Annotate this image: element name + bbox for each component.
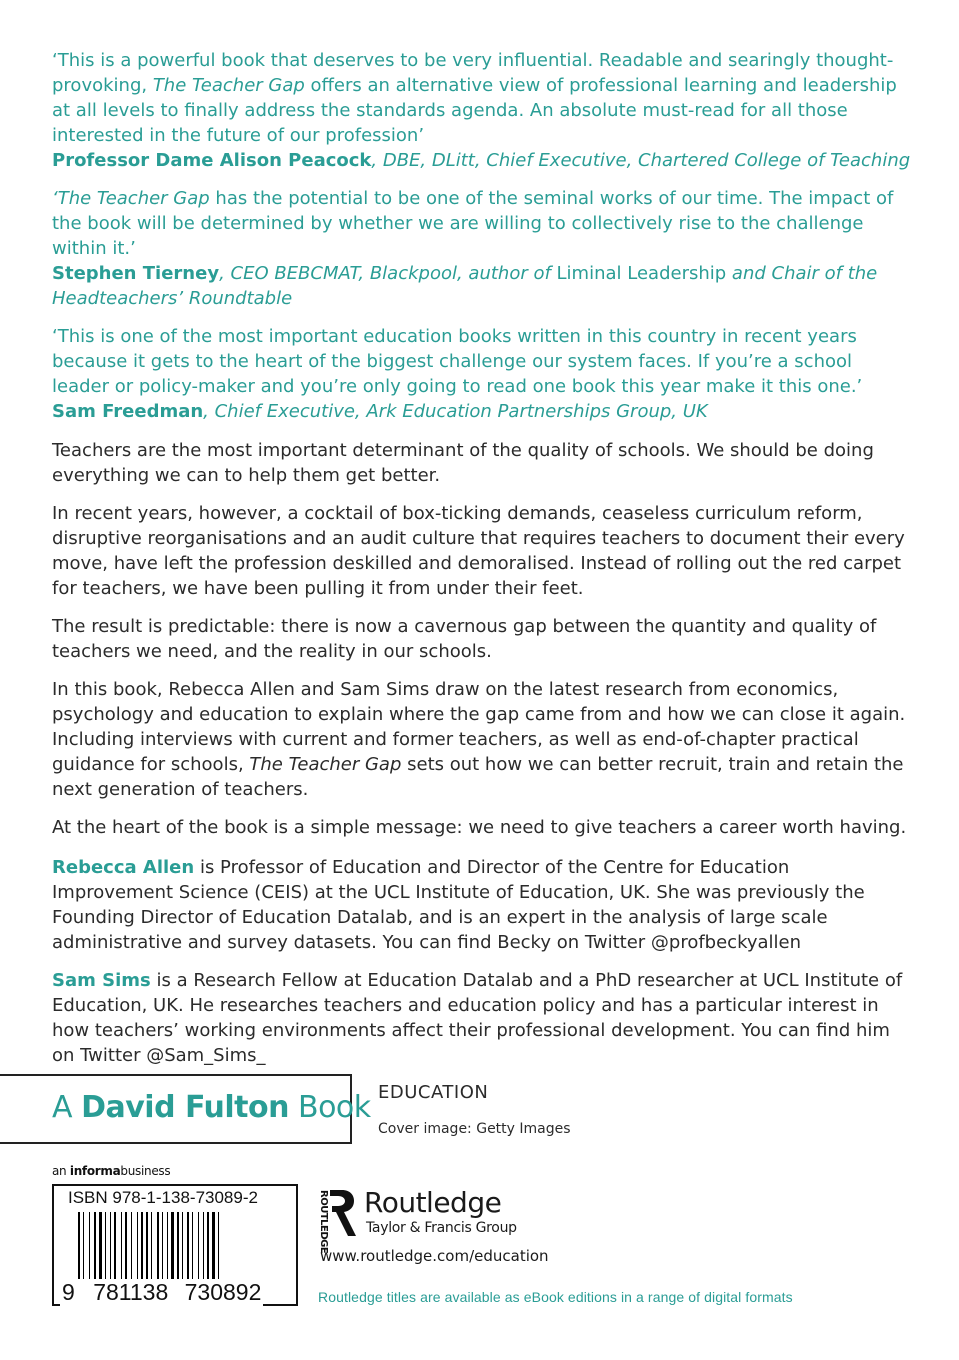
informa-brand: informa bbox=[69, 1164, 121, 1178]
barcode-bar bbox=[187, 1212, 189, 1284]
author-bio-text: is Professor of Education and Director of the Centre for Education Improvement Science (CEIS) at the UCL Institute of Education, UK. She was previously the Founding Director of Education Datalab, and is an expert in the analysis of large scale administrative and survey datasets. You can find Becky on Twitter @profbeckyallen bbox=[52, 857, 865, 953]
cover-credit: Cover image: Getty Images bbox=[378, 1121, 571, 1137]
author-bio-allen bbox=[52, 855, 912, 955]
quote-attribution bbox=[52, 399, 912, 424]
barcode-digit-group: 730892 bbox=[184, 1279, 262, 1305]
endorser-name: Sam Freedman bbox=[52, 401, 204, 422]
endorser-role: and Chair of the Headteachers’ Roundtable bbox=[52, 263, 878, 309]
quote-attribution bbox=[52, 148, 912, 173]
quote-text: offers an alternative view of professional learning and leadership at all levels to finally address the standards agenda. An absolute must-read for all those interested in the future of our profession’ bbox=[52, 75, 897, 146]
description-paragraph: In recent years, however, a cocktail of box-ticking demands, ceaseless curriculum reform, disruptive reorganisations and an audit culture that requires teachers to document their every move, have left the profession deskilled and demoralised. Instead of rolling out the red carpet for teachers, we have been pulling it from under their feet. bbox=[52, 503, 905, 599]
barcode-digits bbox=[60, 1279, 263, 1306]
barcode-bar bbox=[110, 1212, 111, 1284]
informa-pre: an bbox=[52, 1164, 67, 1178]
barcode-bar bbox=[114, 1212, 116, 1284]
quote-text: ‘This is one of the most important education books written in this country in recent years because it gets to the heart of the biggest challenge our system faces. If you’re a school leader or policy-maker and you’re only going to read one book this year make it this one.’ bbox=[52, 326, 863, 397]
author-name: Rebecca Allen bbox=[52, 857, 195, 878]
barcode-bar bbox=[212, 1212, 215, 1284]
barcode-bar bbox=[207, 1212, 209, 1284]
author-bio-text: is a Research Fellow at Education Datalab and a PhD researcher at UCL Institute of Education, UK. He researches teachers and education policy and has a particular interest in how teachers’ working environments affect their professional development. You can find him on Twitter @Sam_Sims_ bbox=[52, 970, 903, 1066]
barcode-digit-group: 9 bbox=[62, 1279, 75, 1305]
book-title: The Teacher Gap bbox=[249, 754, 402, 775]
barcode-bar bbox=[146, 1212, 148, 1284]
barcode-icon bbox=[78, 1212, 284, 1284]
isbn-label: ISBN 978-1-138-73089-2 bbox=[68, 1188, 258, 1207]
description-paragraph bbox=[52, 677, 912, 802]
description-paragraph: The result is predictable: there is now a cavernous gap between the quantity and quality of teachers we need, and the reality in our schools. bbox=[52, 616, 877, 662]
book-title: ‘The Teacher Gap bbox=[52, 188, 210, 209]
quote-text: ‘This is a powerful book that deserves to be very influential. Readable and searingly thought-provoking, bbox=[52, 50, 894, 96]
barcode-bar bbox=[157, 1212, 159, 1284]
endorser-name: Professor Dame Alison Peacock bbox=[52, 150, 372, 171]
barcode-bar bbox=[83, 1212, 84, 1284]
barcode-bar bbox=[89, 1212, 90, 1284]
imprint-name: David Fulton bbox=[81, 1090, 289, 1125]
imprint-logo bbox=[52, 1090, 371, 1125]
barcode-bar bbox=[94, 1212, 96, 1284]
description-text: In this book, Rebecca Allen and Sam Sims draw on the latest research from economics, psychology and education to explain where the gap came from and how we can close it again. Including interviews with current and former teachers, as well as end-of-chapter practical guidance for schools, bbox=[52, 679, 906, 775]
barcode-bar bbox=[162, 1212, 163, 1284]
barcode-bar bbox=[131, 1212, 132, 1284]
barcode-digit-group: 781138 bbox=[93, 1279, 169, 1305]
barcode-bar bbox=[105, 1212, 106, 1284]
barcode-bar bbox=[125, 1212, 127, 1284]
barcode-bar bbox=[203, 1212, 204, 1284]
imprint-book: Book bbox=[297, 1090, 371, 1125]
author-name: Sam Sims bbox=[52, 970, 151, 991]
barcode-bar bbox=[182, 1212, 183, 1284]
barcode-bar bbox=[141, 1212, 143, 1284]
endorsement-freedman bbox=[52, 324, 912, 424]
book-title: The Teacher Gap bbox=[152, 75, 305, 96]
endorsements bbox=[52, 48, 912, 437]
publisher-name: Routledge bbox=[364, 1186, 502, 1219]
endorser-role: , Chief Executive, Ark Education Partnerships Group, UK bbox=[203, 401, 708, 422]
endorsement-peacock bbox=[52, 48, 912, 173]
barcode-bar bbox=[171, 1212, 174, 1284]
description-text: sets out how we can better recruit, train and retain the next generation of teachers. bbox=[52, 754, 904, 800]
imprint-a: A bbox=[52, 1090, 73, 1125]
publisher-url[interactable]: www.routledge.com/education bbox=[320, 1247, 549, 1265]
barcode-bar bbox=[167, 1212, 168, 1284]
endorsement-tierney bbox=[52, 186, 912, 311]
book-description bbox=[52, 438, 912, 853]
ebook-note: Routledge titles are available as eBook editions in a range of digital formats bbox=[318, 1289, 793, 1305]
endorser-name: Stephen Tierney bbox=[52, 263, 220, 284]
barcode-bar bbox=[137, 1212, 138, 1284]
barcode-bar bbox=[192, 1212, 193, 1284]
informa-post: business bbox=[120, 1164, 171, 1178]
quote-text: has the potential to be one of the seminal works of our time. The impact of the book will be determined by whether we are willing to collectively rise to the challenge within it.’ bbox=[52, 188, 894, 259]
barcode-bar bbox=[151, 1212, 152, 1284]
publisher-group: Taylor & Francis Group bbox=[366, 1220, 517, 1236]
barcode-bar bbox=[99, 1212, 102, 1284]
publisher-vertical: ROUTLEDGE bbox=[318, 1190, 329, 1254]
author-bios bbox=[52, 855, 912, 1081]
barcode-bar bbox=[78, 1212, 80, 1284]
barcode-bar bbox=[121, 1212, 122, 1284]
description-paragraph: At the heart of the book is a simple message: we need to give teachers a career worth having. bbox=[52, 817, 907, 838]
barcode-bar bbox=[198, 1212, 199, 1284]
informa-logo bbox=[52, 1164, 170, 1178]
barcode-bar bbox=[177, 1212, 179, 1284]
endorser-role: , CEO BEBCMAT, Blackpool, author of bbox=[219, 263, 557, 284]
author-bio-sims bbox=[52, 968, 912, 1068]
description-paragraph: Teachers are the most important determinant of the quality of schools. We should be doing everything we can to help them get better. bbox=[52, 440, 874, 486]
category-label: EDUCATION bbox=[378, 1082, 489, 1103]
quote-attribution bbox=[52, 261, 912, 311]
endorser-role: , DBE, DLitt, Chief Executive, Chartered College of Teaching bbox=[371, 150, 911, 171]
barcode-bar bbox=[218, 1212, 219, 1284]
endorser-book: Liminal Leadership bbox=[556, 263, 727, 284]
